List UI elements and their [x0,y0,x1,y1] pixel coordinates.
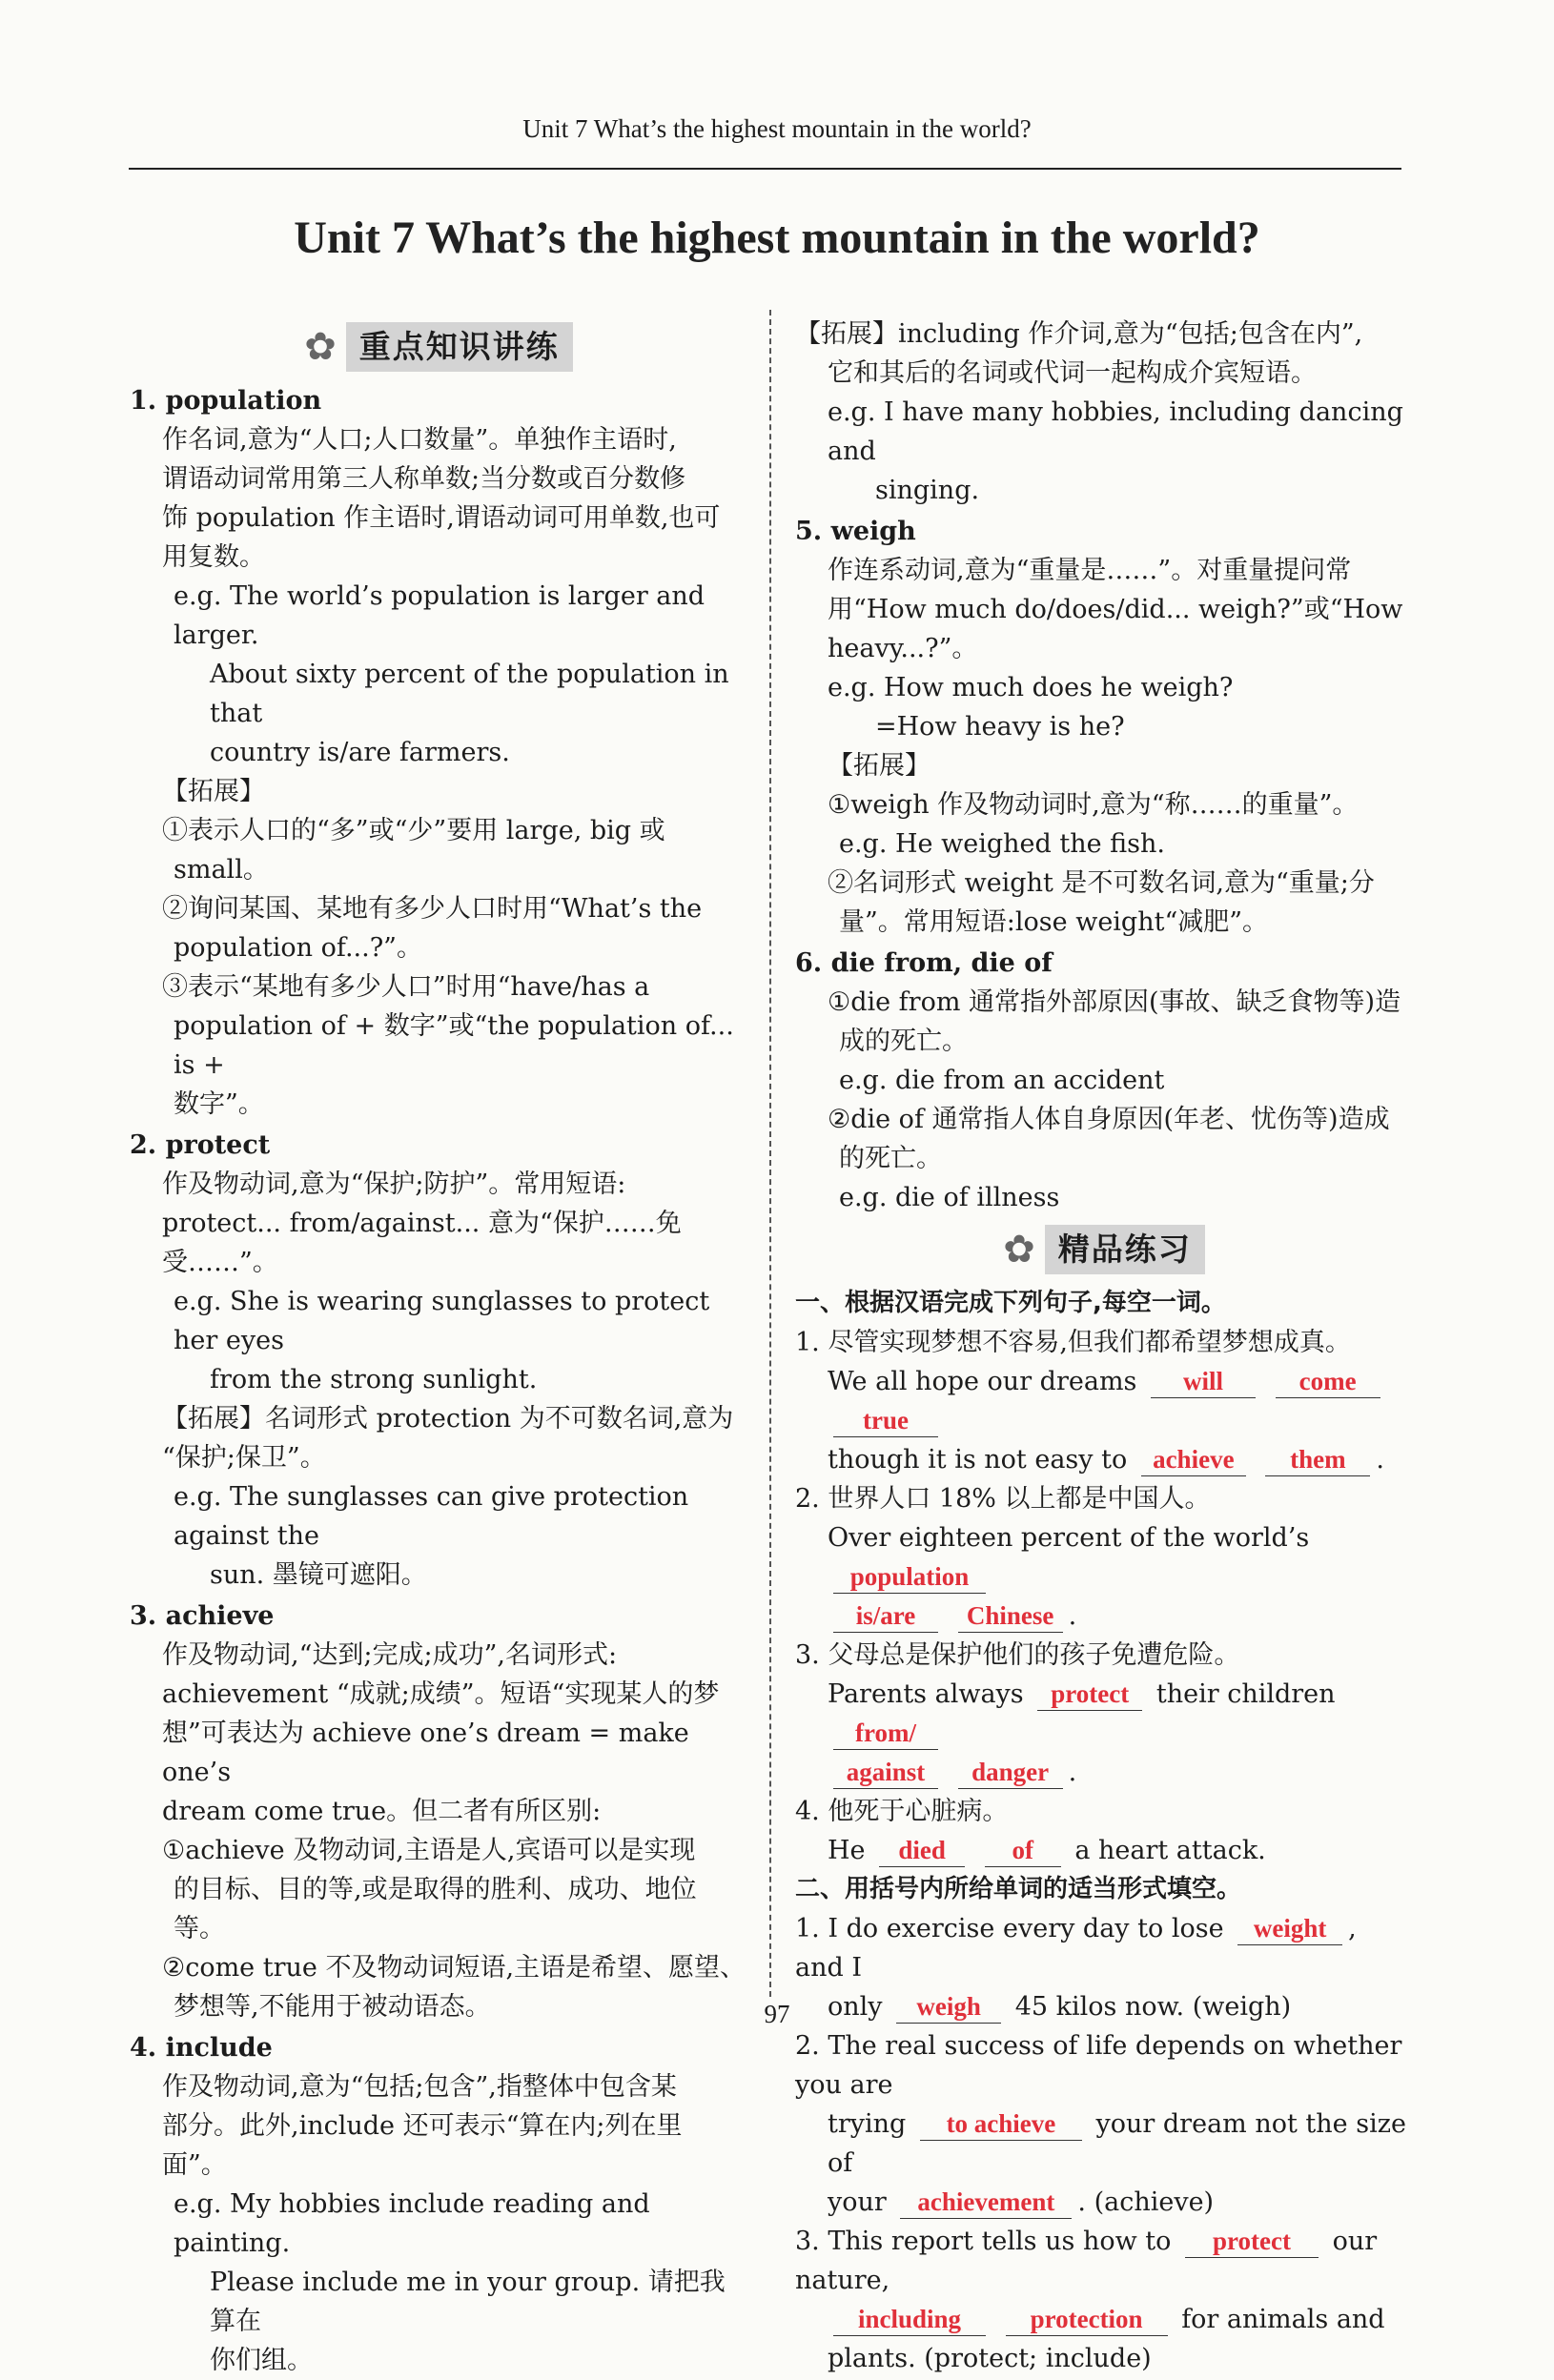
text-line: 【拓展】including 作介词,意为“包括;包含在内”, [795,319,1363,349]
answer-blank: achievement [900,2186,1072,2219]
example-line: from the strong sunlight. [210,1365,538,1394]
example-line: e.g. She is wearing sunglasses to protect her eyes [174,1287,710,1355]
answer-blank: Chinese [958,1599,1063,1633]
text-line: 成的死亡。 [839,1027,968,1056]
section-heading: 二、用括号内所给单词的适当形式填空。 [795,1875,1242,1903]
question-text: 3. This report tells us how to [795,2227,1172,2256]
text-line: small。 [174,855,269,885]
text-line: 的目标、目的等,或是取得的胜利、成功、地位 [174,1875,697,1904]
answer-blank: from/ [833,1717,938,1750]
question-cn: 3. 父母总是保护他们的孩子免遭危险。 [795,1640,1240,1670]
example-line: e.g. How much does he weigh? [828,673,1234,702]
question-line: is/are Chinese . [795,1597,1413,1636]
example-line: =How heavy is he? [875,712,1125,742]
section-heading: 一、根据汉语完成下列句子,每空一词。 [795,1289,1226,1317]
text-line: 数字”。 [174,1089,264,1119]
question-line [795,2300,1413,2339]
question-text: your [828,2187,887,2217]
text-line: 用“How much do/does/did... weigh?”或“How [828,595,1403,624]
text-line: 作连系动词,意为“重量是……”。对重量提问常 [828,556,1352,585]
question-cn: 4. 他死于心脏病。 [795,1797,1009,1826]
text-line: 梦想等,不能用于被动语态。 [174,1992,491,2022]
text-line: 作及物动词,意为“包括;包含”,指整体中包含某 [162,2072,677,2102]
text-line: 作及物动词,意为“保护;防护”。常用短语: [162,1170,626,1199]
question-line [795,1518,1413,1597]
example-line: e.g. I have many hobbies, including dancing and [828,397,1403,466]
question-text: our nature, [795,2227,1378,2295]
answer-blank: will [1151,1365,1256,1398]
question-line [795,1675,1413,1753]
text-line: ①weigh 作及物动词时,意为“称……的重量”。 [828,790,1359,820]
question-text: 45 kilos now. (weigh) [1014,1992,1292,2022]
unit-title: Unit 7 What’s the highest mountain in the world? [294,213,1260,263]
right-column [795,315,1413,2378]
text-line: ①die from 通常指外部原因(事故、缺乏食物等)造 [828,987,1401,1017]
question-text: a heart attack. [1074,1836,1266,1865]
question-text: only [828,1992,883,2022]
question-line [795,1831,1413,1870]
answer-blank: population [833,1560,986,1594]
entry-heading: 4. include [130,2033,273,2063]
answer-blank: of [985,1834,1061,1867]
example-line: country is/are farmers. [210,738,510,767]
text-line: 的死亡。 [839,1144,942,1173]
question-text: Over eighteen percent of the world’s [828,1523,1310,1553]
question-cn: 2. 世界人口 18% 以上都是中国人。 [795,1484,1211,1514]
text-line: achievement “成就;成绩”。短语“实现某人的梦 [162,1679,720,1709]
example-line: e.g. The world’s population is larger and larger. [174,581,705,650]
flower-icon: ✿ [304,325,337,369]
example-line: sun. 墨镜可遮阳。 [210,1560,427,1590]
text-line: 想”可表达为 achieve one’s dream = make one’s [162,1719,689,1787]
practice-banner [795,1225,1413,1274]
entry-heading: 1. population [130,386,322,416]
text-line: heavy...?”。 [828,634,978,663]
question-text: . (achieve) [1077,2187,1215,2217]
answer-blank: true [833,1404,938,1437]
text-line: ①achieve 及物动词,主语是人,宾语可以是实现 [162,1836,696,1865]
question-text: though it is not easy to [828,1445,1128,1475]
text-line: ①表示人口的“多”或“少”要用 large, big 或 [162,816,665,845]
header-rule [129,168,1401,170]
answer-blank: them [1265,1443,1370,1476]
question-line [795,1362,1413,1440]
question-text: their children [1155,1679,1336,1709]
text-line: ②die of 通常指人体自身原因(年老、忧伤等)造成 [828,1105,1390,1134]
text-line: 面”。 [162,2150,227,2180]
answer-blank: danger [958,1756,1063,1789]
column-divider [769,310,771,1997]
example-line: e.g. die of illness [839,1183,1060,1212]
answer-blank: including [833,2303,986,2336]
entry-heading: 2. protect [130,1130,271,1160]
question-text: for animals and [1181,2305,1385,2334]
answer-blank: weight [1237,1912,1342,1945]
answer-blank: against [833,1756,938,1789]
text-line: 它和其后的名词或代词一起构成介宾短语。 [828,358,1317,388]
example-line: About sixty percent of the population in that [210,660,729,728]
entry-heading: 6. die from, die of [795,948,1053,978]
answer-blank: to achieve [920,2107,1082,2141]
answer-blank: protect [1037,1678,1142,1711]
question-text: We all hope our dreams [828,1367,1137,1396]
text-line: dream come true。但二者有所区别: [162,1797,602,1826]
running-head: Unit 7 What’s the highest mountain in the world? [522,114,1032,143]
left-column [130,315,747,2380]
text-line: “保护;保卫”。 [162,1443,326,1473]
answer-blank: protect [1185,2225,1319,2258]
answer-blank: achieve [1141,1443,1246,1476]
entry-heading: 5. weigh [795,517,916,546]
text-line: ②come true 不及物动词短语,主语是希望、愿望、 [162,1953,746,1983]
answer-blank: come [1276,1365,1380,1398]
question-text: 1. I do exercise every day to lose [795,1914,1224,1943]
question-line [795,2183,1413,2222]
answer-blank: weigh [896,1990,1001,2024]
question-line [795,2105,1413,2183]
example-line: singing. [875,476,980,505]
answer-blank: died [879,1834,965,1867]
example-line: e.g. die from an accident [839,1066,1165,1095]
question-line: 2. The real success of life depends on whether you are [795,2031,1402,2100]
text-line: protect... from/against... 意为“保护……免受……”。 [162,1209,682,1277]
example-line: e.g. He weighed the fish. [839,829,1165,859]
text-line: 饰 population 作主语时,谓语动词可用单数,也可 [162,503,721,533]
example-line: e.g. My hobbies include reading and painting. [174,2189,650,2258]
extension-label: 【拓展】 [828,751,930,781]
question-text: trying [828,2109,907,2139]
answer-blank: is/are [833,1599,938,1633]
text-line: 用复数。 [162,542,265,572]
text-line: population of...?”。 [174,933,422,963]
text-line: 等。 [174,1914,225,1943]
text-line: 谓语动词常用第三人称单数;当分数或百分数修 [162,464,686,494]
question-text: your dream not the size of [828,2109,1406,2178]
text-line: ②名词形式 weight 是不可数名词,意为“重量;分 [828,868,1375,898]
banner-label: 重点知识讲练 [346,322,573,372]
text-line: 【拓展】名词形式 protection 为不可数名词,意为 [162,1404,734,1434]
example-line: Please include me in your group. 请把我算在 [210,2268,726,2336]
question-line: though it is not easy to achieve them . [828,1445,1385,1475]
text-line: 作及物动词,“达到;完成;成功”,名词形式: [162,1640,618,1670]
text-line: 量”。常用短语:lose weight“减肥”。 [839,907,1269,937]
page-number: 97 [764,2000,790,2028]
extension-label: 【拓展】 [162,777,265,806]
text-line: 部分。此外,include 还可表示“算在内;列在里 [162,2111,683,2141]
question-line [795,1909,1413,1987]
flower-icon: ✿ [1003,1228,1035,1271]
text-line: 作名词,意为“人口;人口数量”。单独作主语时, [162,425,677,455]
question-line: against danger . [795,1753,1413,1792]
question-text: Parents always [828,1679,1024,1709]
question-line [795,2222,1413,2300]
example-line: 你们组。 [210,2346,313,2375]
text-line: ③表示“某地有多少人口”时用“have/has a [162,972,650,1002]
question-text: , and I [795,1914,1357,1983]
knowledge-banner [130,322,747,372]
example-line: e.g. The sunglasses can give protection against the [174,1482,689,1551]
question-line: plants. (protect; include) [828,2344,1152,2373]
banner-label: 精品练习 [1045,1225,1205,1274]
text-line: ②询问某国、某地有多少人口时用“What’s the [162,894,703,924]
question-cn: 1. 尽管实现梦想不容易,但我们都希望梦想成真。 [795,1328,1351,1357]
question-text: He [828,1836,866,1865]
answer-blank: protection [1006,2303,1168,2336]
entry-heading: 3. achieve [130,1601,275,1631]
text-line: population of + 数字”或“the population of... is + [174,1011,734,1080]
